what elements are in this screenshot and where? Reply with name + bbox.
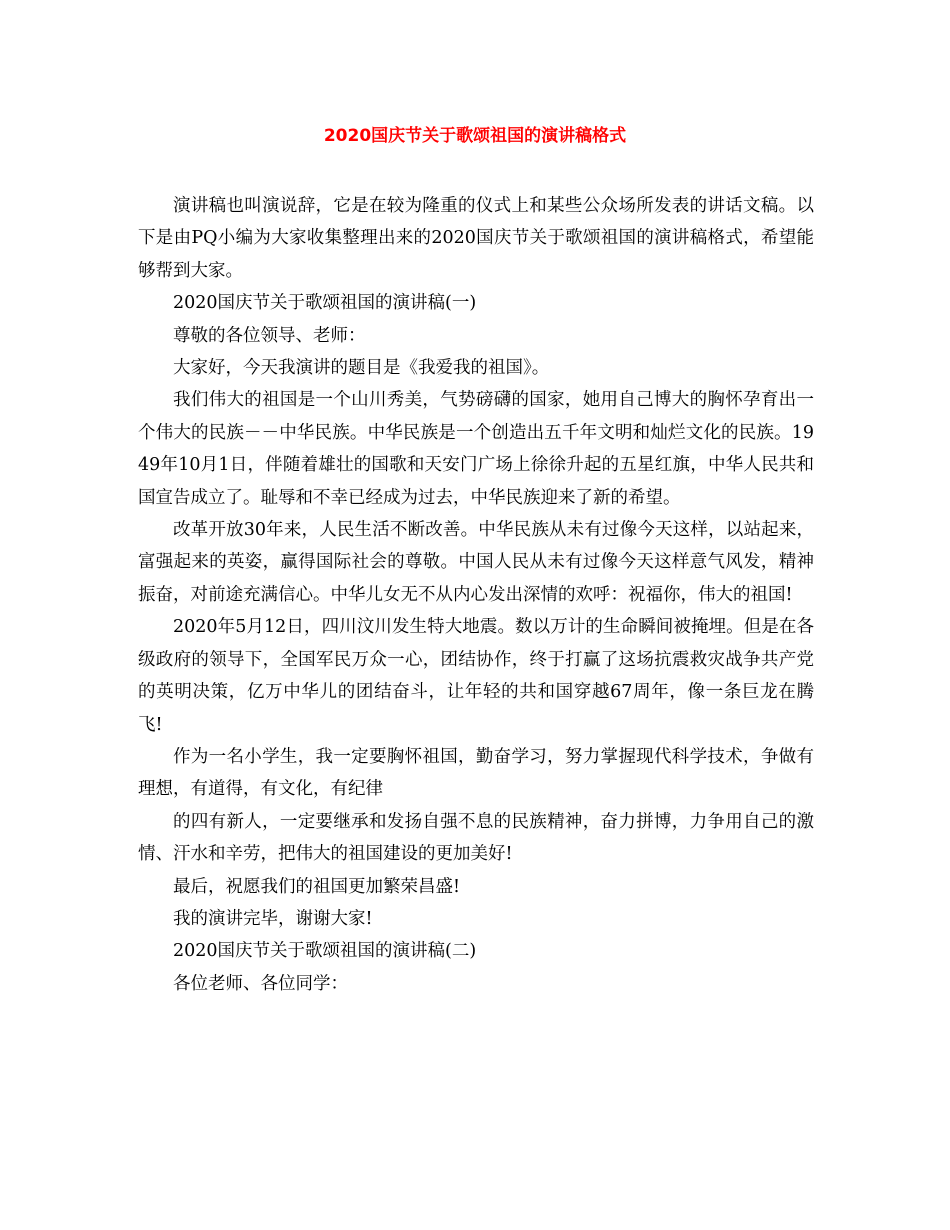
- salutation-paragraph: 尊敬的各位领导、老师：: [173, 325, 366, 346]
- intro-paragraph: 演讲稿也叫演说辞，它是在较为隆重的仪式上和某些公众场所发表的讲话文稿。以下是由PQ小编为大家收集整理出来的2020国庆节关于歌颂祖国的演讲稿格式，希望能够帮到大家。: [138, 196, 814, 281]
- salutation-paragraph: 各位老师、各位同学：: [173, 973, 348, 994]
- greeting-paragraph: 大家好，今天我演讲的题目是《我爱我的祖国》。: [173, 358, 550, 379]
- closing-paragraph: 我的演讲完毕，谢谢大家!: [173, 908, 373, 929]
- document-body: [138, 190, 814, 1000]
- body-paragraph: 2020年5月12日，四川汶川发生特大地震。数以万计的生命瞬间被掩埋。但是在各级政府的领导下，全国军民万众一心，团结协作，终于打赢了这场抗震救灾战争共产党的英明决策，亿万中华儿的团结奋斗，让年轻的共和国穿越67周年，像一条巨龙在腾飞!: [138, 617, 814, 735]
- body-paragraph: 作为一名小学生，我一定要胸怀祖国，勤奋学习，努力掌握现代科学技术，争做有理想，有道得，有文化，有纪律: [138, 746, 814, 800]
- speech-two-heading: 2020国庆节关于歌颂祖国的演讲稿(二): [173, 941, 477, 962]
- body-paragraph: 改革开放30年来，人民生活不断改善。中华民族从未有过像今天这样，以站起来，富强起来的英姿，赢得国际社会的尊敬。中国人民从未有过像今天这样意气风发，精神振奋，对前途充满信心。中华儿女无不从内心发出深情的欢呼：祝福你，伟大的祖国!: [138, 520, 814, 605]
- body-paragraph: 我们伟大的祖国是一个山川秀美，气势磅礴的国家，她用自己博大的胸怀孕育出一个伟大的民族－－中华民族。中华民族是一个创造出五千年文明和灿烂文化的民族。1949年10月1日，伴随着雄壮的国歌和天安门广场上徐徐升起的五星红旗，中华人民共和国宣告成立了。耻辱和不幸已经成为过去，中华民族迎来了新的希望。: [138, 390, 814, 508]
- closing-paragraph: 最后，祝愿我们的祖国更加繁荣昌盛!: [173, 876, 461, 897]
- page-title: 2020国庆节关于歌颂祖国的演讲稿格式: [323, 126, 627, 146]
- body-paragraph: 的四有新人，一定要继承和发扬自强不息的民族精神，奋力拼博，力争用自己的激情、汗水和辛劳，把伟大的祖国建设的更加美好!: [138, 811, 814, 865]
- speech-one-heading: 2020国庆节关于歌颂祖国的演讲稿(一): [173, 293, 477, 314]
